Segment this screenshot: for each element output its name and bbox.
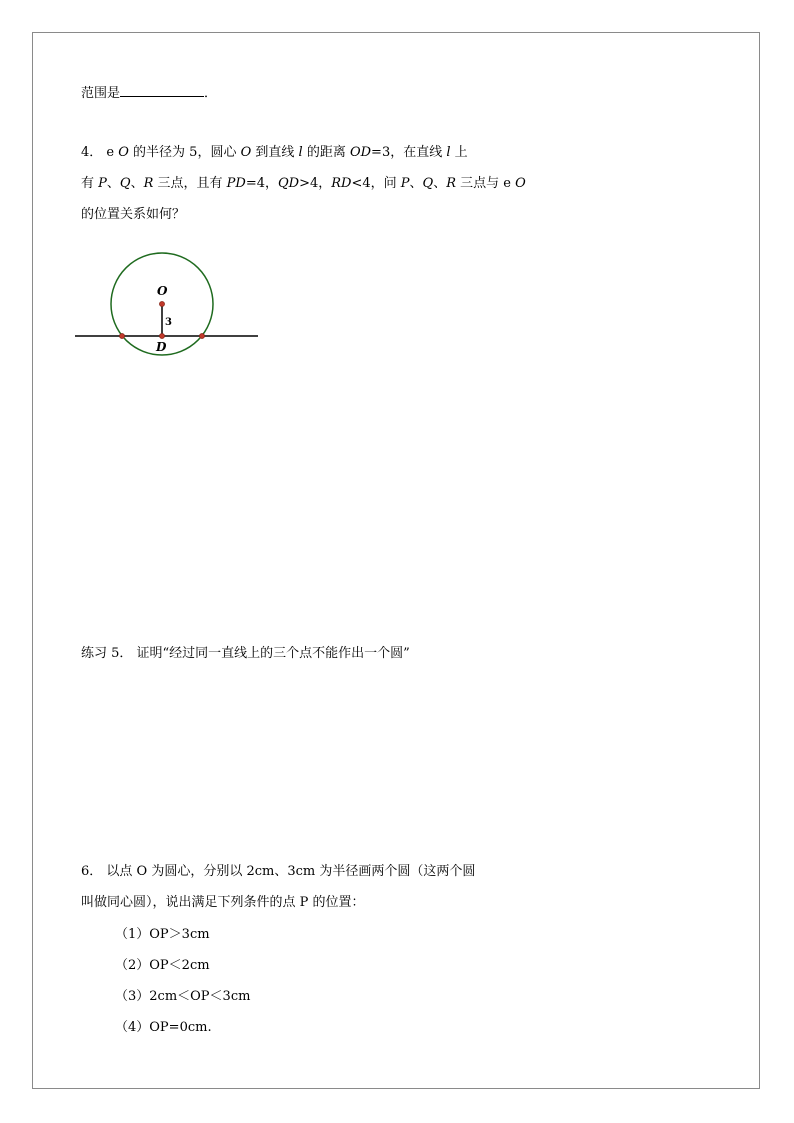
var-o: O	[511, 176, 526, 191]
var-qd: QD	[278, 176, 300, 191]
circle-symbol: e	[503, 176, 511, 191]
q4-number: 4．	[81, 145, 107, 160]
var-q: Q	[119, 176, 131, 191]
var-o: O	[240, 145, 252, 160]
q6-line-1: 6． 以点 O 为圆心，分别以 2cm、3cm 为半径画两个圆（这两个圆	[81, 864, 476, 879]
intersection-point-right	[199, 333, 204, 338]
text: 的距离	[302, 145, 350, 160]
text: 有	[81, 176, 99, 191]
text: 到直线	[251, 145, 299, 160]
text: 、	[106, 176, 120, 191]
text: 、	[433, 176, 447, 191]
circle-symbol: e	[106, 145, 115, 160]
var-p: P	[98, 176, 107, 191]
q6-item-3: （3）2cm＜OP＜3cm	[115, 989, 251, 1004]
center-point-o	[159, 301, 164, 306]
center-label: O	[157, 284, 168, 298]
foot-label: D	[156, 340, 167, 354]
var-r: R	[143, 176, 154, 191]
text: <4，问	[351, 176, 401, 191]
var-od: OD	[349, 145, 372, 160]
q6-item-4: （4）OP=0cm.	[115, 1020, 212, 1035]
var-q: Q	[422, 176, 434, 191]
var-l: l	[298, 145, 303, 160]
text: 三点与	[456, 176, 504, 191]
text: 的半径为 5，圆心	[128, 145, 241, 160]
text: 、	[409, 176, 423, 191]
q6-line-2: 叫做同心圆），说出满足下列条件的点 P 的位置：	[81, 895, 365, 910]
var-pd: PD	[226, 176, 246, 191]
text: =3，在直线	[371, 145, 447, 160]
q3-suffix: ．	[204, 86, 218, 101]
q6-item-2: （2）OP＜2cm	[115, 958, 210, 973]
distance-label: 3	[165, 317, 172, 328]
text: =4，	[245, 176, 278, 191]
var-p: P	[400, 176, 410, 191]
text: 上	[450, 145, 468, 160]
var-l: l	[446, 145, 451, 160]
q3-prefix: 范围是	[81, 86, 121, 101]
q4-line-3: 的位置关系如何？	[81, 207, 186, 222]
var-o: O	[114, 145, 129, 160]
var-r: R	[446, 176, 457, 191]
text: 三点，且有	[153, 176, 227, 191]
q6-item-1: （1）OP＞3cm	[115, 927, 210, 942]
text: 、	[130, 176, 144, 191]
foot-point-d	[159, 333, 164, 338]
intersection-point-left	[119, 333, 124, 338]
q5-text: 练习 5． 证明“经过同一直线上的三个点不能作出一个圆”	[81, 646, 410, 661]
var-rd: RD	[331, 176, 352, 191]
text: >4，	[299, 176, 332, 191]
